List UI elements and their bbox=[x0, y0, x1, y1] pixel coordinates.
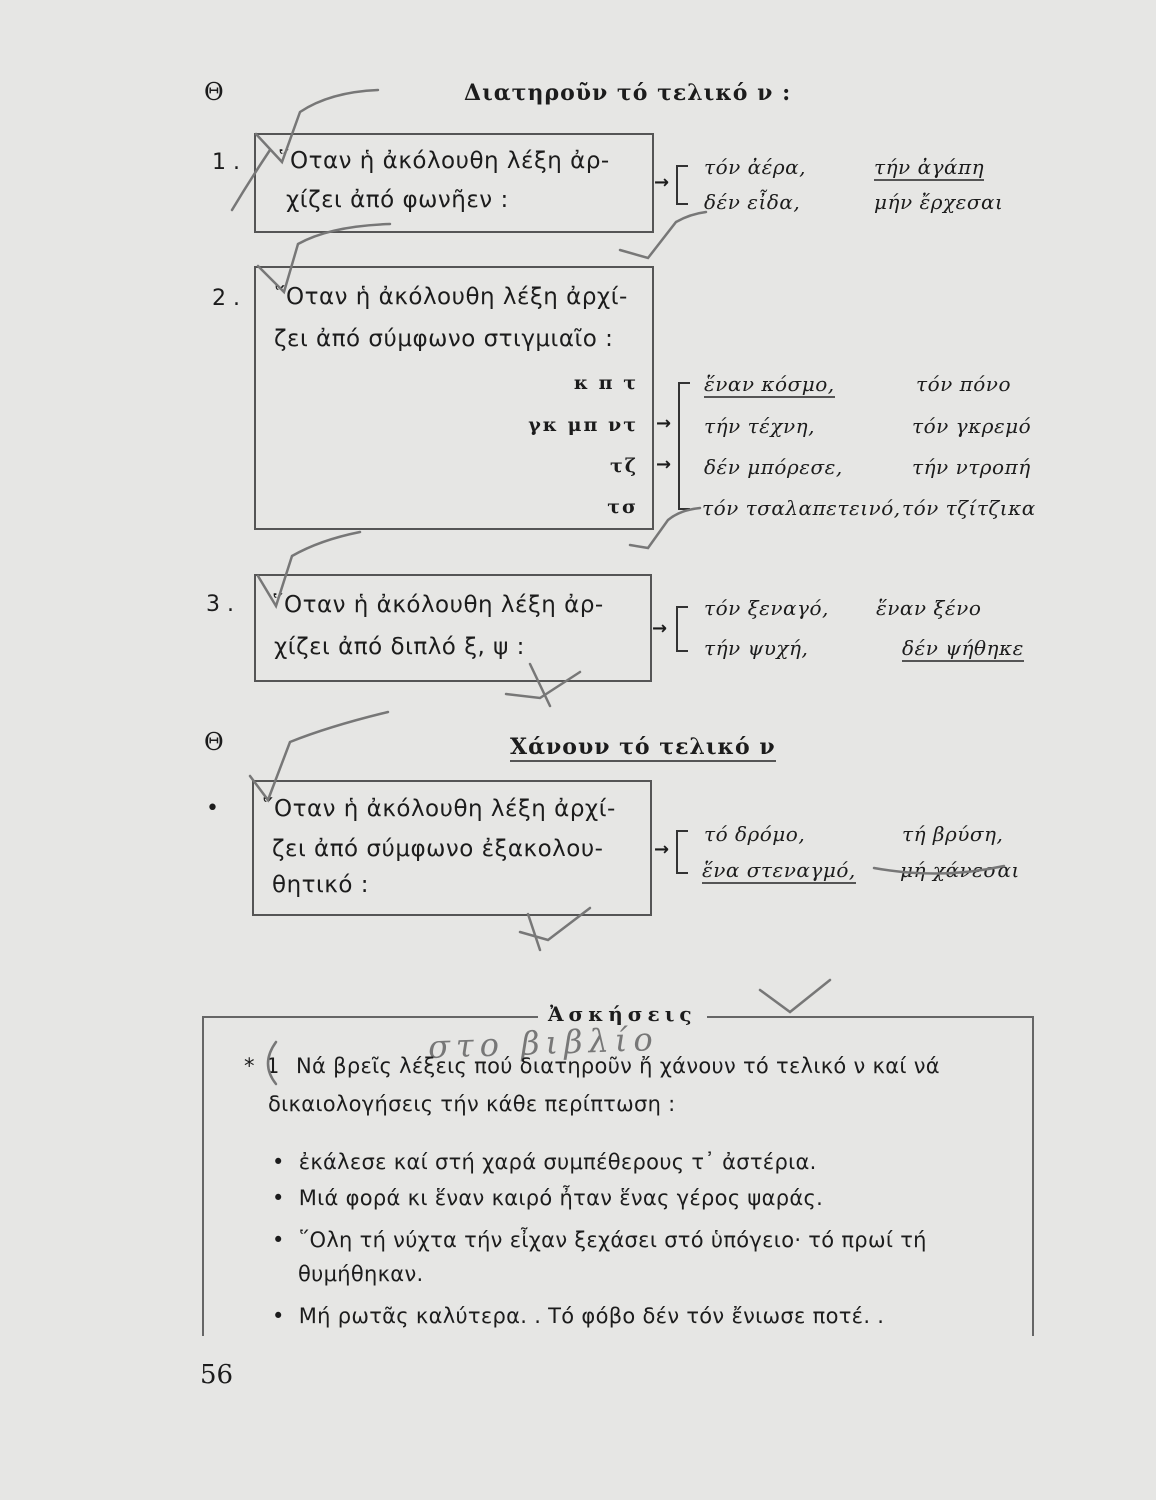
arrow-icon: → bbox=[656, 454, 672, 475]
arrow-icon: → bbox=[652, 618, 668, 639]
rule-text-line: χίζει ἀπό διπλό ξ, ψ : bbox=[274, 634, 525, 660]
example-word: δέν ψήθηκε bbox=[902, 636, 1024, 660]
example-word: τόν ξεναγό, bbox=[704, 596, 829, 620]
example-word: δέν εἶδα, bbox=[704, 190, 801, 214]
exercise-sentence: • ῞Ολη τή νύχτα τήν εἶχαν ξεχάσει στό ὑπόγειο· τό πρωί τή bbox=[272, 1228, 927, 1252]
rule-text-line: ῞Οταν ἡ ἀκόλουθη λέξη ἀρχί- bbox=[262, 796, 616, 822]
rule-text-line: θητικό : bbox=[272, 872, 369, 898]
example-word: τήν τέχνη, bbox=[704, 414, 815, 438]
example-word: μή χάνεσαι bbox=[900, 858, 1020, 882]
example-word: τόν γκρεμό bbox=[912, 414, 1032, 438]
exercise-sentence: • Μή ρωτᾶς καλύτερα. . Τό φόβο δέν τόν ἔνιωσε ποτέ. . bbox=[272, 1304, 884, 1328]
example-word: τόν πόνο bbox=[916, 372, 1012, 396]
consonant-group: τσ bbox=[607, 496, 638, 518]
example-word: τήν ψυχή, bbox=[704, 636, 809, 660]
exercise-number: 1 bbox=[266, 1054, 280, 1078]
rule-number: 1 . bbox=[212, 150, 240, 175]
example-word: τήν ἀγάπη bbox=[874, 155, 985, 179]
rule-text-line: ῞Οταν ἡ ἀκόλουθη λέξη ἀρ- bbox=[278, 148, 610, 174]
example-word: μήν ἔρχεσαι bbox=[874, 190, 1004, 214]
example-word: ἕναν κόσμο, bbox=[704, 372, 835, 396]
rule-number: 2 . bbox=[212, 286, 240, 311]
example-word: τόν τζίτζικα bbox=[902, 496, 1036, 520]
rule-text-line: χίζει ἀπό φωνῆεν : bbox=[286, 187, 509, 213]
rule-box bbox=[254, 574, 652, 682]
arrow-icon: → bbox=[654, 839, 670, 860]
arrow-icon: → bbox=[654, 172, 670, 193]
consonant-group: γκ μπ ντ bbox=[528, 414, 638, 436]
exercises-heading: Ἀσκήσεις bbox=[538, 1002, 707, 1026]
bracket-icon bbox=[676, 606, 688, 652]
exercise-instruction: Νά βρεῖς λέξεις πού διατηροῦν ἤ χάνουν τό τελικό ν καί νά bbox=[296, 1054, 940, 1078]
example-word: τή βρύση, bbox=[902, 822, 1004, 846]
example-word: τόν ἀέρα, bbox=[704, 155, 806, 179]
rule-text-line: ζει ἀπό σύμφωνο ἐξακολου- bbox=[272, 836, 604, 862]
page-number: 56 bbox=[200, 1360, 234, 1390]
exercise-sentence: • ἐκάλεσε καί στή χαρά συμπέθερους τ᾽ ἀστέρια. bbox=[272, 1150, 817, 1174]
consonant-group: τζ bbox=[609, 455, 638, 477]
example-word: ἕνα στεναγμό, bbox=[702, 858, 856, 882]
example-word: τήν ντροπή bbox=[912, 455, 1031, 479]
rule-text-line: ῞Οταν ἡ ἀκόλουθη λέξη ἀρ- bbox=[272, 592, 604, 618]
section-symbol: Θ bbox=[204, 728, 224, 756]
example-word: δέν μπόρεσε, bbox=[704, 455, 843, 479]
bracket-icon bbox=[676, 165, 688, 205]
section-title: Διατηροῦν τό τελικό ν : bbox=[464, 80, 792, 106]
consonant-group: κ π τ bbox=[573, 372, 638, 394]
exercise-star: * bbox=[244, 1054, 255, 1078]
rule-number: 3 . bbox=[206, 592, 234, 617]
exercise-instruction: δικαιολογήσεις τήν κάθε περίπτωση : bbox=[268, 1092, 676, 1116]
exercise-sentence: • Μιά φορά κι ἕναν καιρό ἦταν ἕνας γέρος ψαράς. bbox=[272, 1186, 823, 1210]
example-word: ἕναν ξένο bbox=[876, 596, 982, 620]
section-symbol: Θ bbox=[204, 78, 224, 106]
rule-bullet: • bbox=[206, 796, 219, 821]
example-word: τόν τσαλαπετεινό, bbox=[702, 496, 901, 520]
rule-text-line: ζει ἀπό σύμφωνο στιγμιαῖο : bbox=[274, 326, 614, 352]
arrow-icon: → bbox=[656, 413, 672, 434]
bracket-icon bbox=[676, 830, 688, 874]
example-word: τό δρόμο, bbox=[704, 822, 806, 846]
rule-text-line: ῞Οταν ἡ ἀκόλουθη λέξη ἀρχί- bbox=[274, 284, 628, 310]
exercise-sentence: θυμήθηκαν. bbox=[298, 1262, 424, 1286]
handwritten-note: στο βιβλίο bbox=[427, 1019, 660, 1067]
section-title: Χάνουν τό τελικό ν bbox=[510, 734, 776, 760]
bracket-icon bbox=[678, 382, 690, 510]
